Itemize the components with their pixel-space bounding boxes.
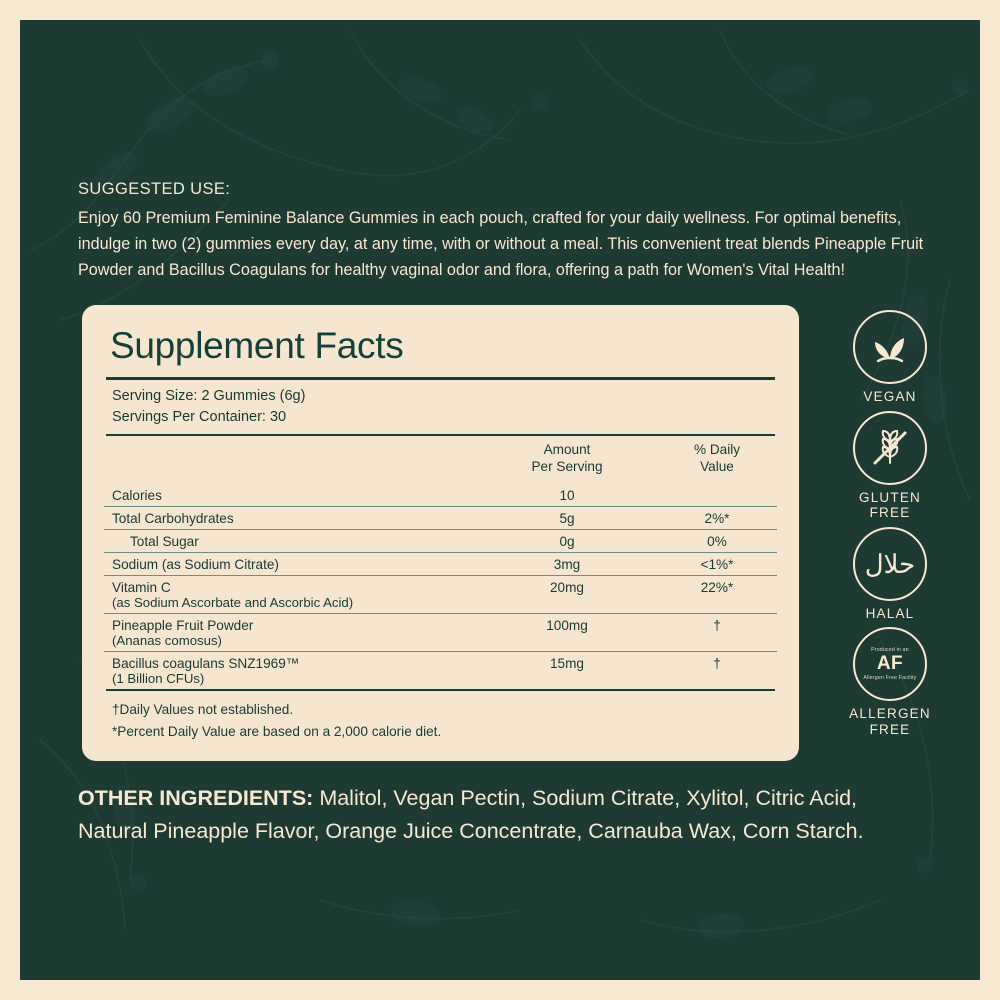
badge-vegan [853, 310, 927, 405]
row-amount: 0g [477, 530, 657, 553]
row-daily-value: <1%* [657, 553, 777, 576]
header-amount-line2: Per Serving [531, 459, 603, 475]
table-row [104, 553, 777, 576]
row-name: Pineapple Fruit Powder [112, 617, 254, 633]
allergen-free-inner-bottom: Allergen Free Facility [863, 675, 917, 682]
header-dv-line2: Value [700, 459, 734, 475]
row-name-group [104, 614, 477, 652]
suggested-use-body: Enjoy 60 Premium Feminine Balance Gummies in each pouch, crafted for your daily wellness. For optimal benefits, indulge in two (2) gummies every day, at any time, with or without a meal. This convenient treat blends Pineapple Fruit Powder and Bacillus Coagulans for healthy vaginal odor and flora, offering a path for Women's Vital Health! [78, 209, 924, 280]
allergen-free-icon [863, 647, 916, 681]
badge-halal-label: HALAL [865, 605, 915, 621]
serving-size: Serving Size: 2 Gummies (6g) [112, 388, 306, 404]
serving-info [104, 380, 777, 434]
header-nutrient [104, 436, 477, 484]
badge-gluten-free [853, 411, 927, 521]
row-daily-value [657, 484, 777, 507]
table-row [104, 507, 777, 530]
halal-arabic-icon: حلال [864, 548, 916, 579]
row-name-group [104, 576, 477, 614]
facts-table-head [104, 436, 777, 484]
badge-halal [853, 527, 927, 622]
row-name: Total Sugar [104, 530, 477, 553]
row-subtext: (1 Billion CFUs) [112, 670, 205, 686]
row-daily-value: 2%* [657, 507, 777, 530]
row-daily-value: 0% [657, 530, 777, 553]
badge-gluten-free-label [859, 490, 921, 521]
badge-allergen-free-label-line2: FREE [869, 721, 911, 737]
table-row [104, 530, 777, 553]
suggested-use-title: SUGGESTED USE: [78, 180, 231, 198]
row-name: Vitamin C [112, 579, 171, 595]
table-row [104, 484, 777, 507]
row-subtext: (as Sodium Ascorbate and Ascorbic Acid) [112, 594, 354, 610]
footnote-asterisk: *Percent Daily Value are based on a 2,000 calorie diet. [112, 723, 442, 739]
row-daily-value: 22%* [657, 576, 777, 614]
row-name: Bacillus coagulans SNZ1969™ [112, 655, 300, 671]
footnotes [104, 691, 777, 743]
header-dv-line1: % Daily [693, 442, 741, 458]
table-row [104, 576, 777, 614]
row-subtext: (Ananas comosus) [112, 632, 222, 648]
facts-table-body [104, 484, 777, 689]
row-amount: 10 [559, 487, 575, 503]
row-amount: 15mg [477, 652, 657, 690]
facts-header-row [104, 436, 777, 484]
badge-allergen-free [849, 627, 931, 737]
other-ingredients-body: Malitol, Vegan Pectin, Sodium Citrate, Xylitol, Citric Acid, Natural Pineapple Flavor, Orange Juice Concentrate, Carnauba Wax, Corn Starch. [78, 786, 864, 843]
badge-allergen-free-label-line1: ALLERGEN [849, 706, 931, 722]
badge-allergen-free-circle [853, 627, 927, 701]
supplement-facts-table [104, 436, 777, 689]
row-amount: 5g [477, 507, 657, 530]
row-name-group [104, 652, 477, 690]
badge-halal-circle [853, 527, 927, 601]
badge-allergen-free-label [849, 706, 931, 737]
table-row [104, 652, 777, 690]
row-name: Sodium (as Sodium Citrate) [104, 553, 477, 576]
supplement-facts-panel [82, 305, 799, 761]
leaf-icon [868, 325, 912, 369]
allergen-free-inner-center: AF [876, 653, 904, 675]
badge-gluten-free-label-line2: FREE [869, 505, 911, 521]
suggested-use-section [78, 180, 946, 284]
header-daily-value [657, 436, 777, 484]
certification-badges [820, 310, 960, 737]
row-amount: 20mg [477, 576, 657, 614]
row-daily-value: † [657, 614, 777, 652]
other-ingredients-section [78, 782, 908, 847]
header-amount-line1: Amount [543, 442, 591, 458]
row-name: Total Carbohydrates [104, 507, 477, 530]
allergen-free-inner-top: Produced in an [871, 646, 909, 653]
servings-per-container: Servings Per Container: 30 [112, 409, 287, 426]
badge-vegan-circle [853, 310, 927, 384]
row-daily-value: † [657, 652, 777, 690]
supplement-facts-title: Supplement Facts [110, 325, 404, 366]
other-ingredients-title: OTHER INGREDIENTS: [78, 786, 314, 810]
footnote-dagger: †Daily Values not established. [112, 702, 294, 717]
header-amount-per-serving [477, 436, 657, 484]
badge-vegan-label: VEGAN [863, 389, 917, 404]
product-label-panel [20, 20, 980, 980]
badge-gluten-free-circle [853, 411, 927, 485]
row-amount: 3mg [477, 553, 657, 576]
wheat-crossed-icon [867, 425, 913, 471]
badge-gluten-free-label-line1: GLUTEN [859, 489, 921, 505]
row-amount: 100mg [477, 614, 657, 652]
row-name: Calories [112, 487, 162, 503]
table-row [104, 614, 777, 652]
